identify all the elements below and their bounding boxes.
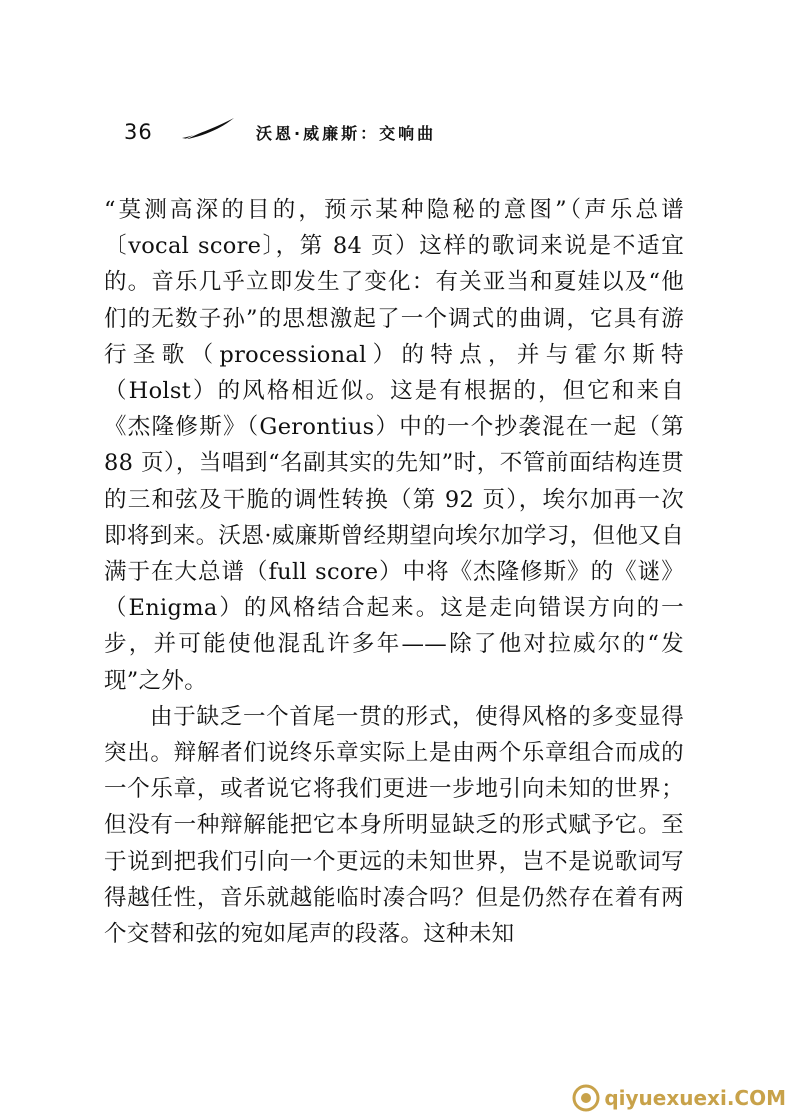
logo-icon [572, 1084, 600, 1112]
site-watermark [572, 1084, 786, 1112]
body-text [104, 192, 684, 952]
paragraph: 由于缺乏一个首尾一贯的形式，使得风格的多变显得突出。辩解者们说终乐章实际上是由两个乐章组合而成的一个乐章，或者说它将我们更进一步地引向未知的世界；但没有一种辩解能把它本身所明显缺乏的形式赋予它。至于说到把我们引向一个更远的未知世界，岂不是说歌词写得越任性，音乐就越能临时凑合吗？但是仍然存在着有两个交替和弦的宛如尾声的段落。这种未知 [104, 703, 684, 948]
watermark-text: qiyuexuexi.COM [604, 1086, 786, 1110]
running-title: 沃恩·威廉斯：交响曲 [256, 124, 437, 143]
running-header [124, 116, 684, 152]
quill-pen-icon [180, 116, 236, 142]
page-number: 36 [124, 120, 153, 144]
paragraph: “莫测高深的目的，预示某种隐秘的意图”（声乐总谱〔vocal score〕，第 84 页）这样的歌词来说是不适宜的。音乐几乎立即发生了变化：有关亚当和夏娃以及“他们的无数子孙”的思想激起了一个调式的曲调，它具有游行圣歌（processional）的特点，并与霍尔斯特（Holst）的风格相近似。这是有根据的，但它和来自《杰隆修斯》（Gerontius）中的一个抄袭混在一起（第 88 页），当唱到“名副其实的先知”时，不管前面结构连贯的三和弦及干脆的调性转换（第 92 页），埃尔加再一次即将到来。沃恩·威廉斯曾经期望向埃尔加学习，但他又自满于在大总谱（full score）中将《杰隆修斯》的《谜》（Enigma）的风格结合起来。这是走向错误方向的一步，并可能使他混乱许多年——除了他对拉威尔的“发现”之外。 [104, 197, 684, 694]
